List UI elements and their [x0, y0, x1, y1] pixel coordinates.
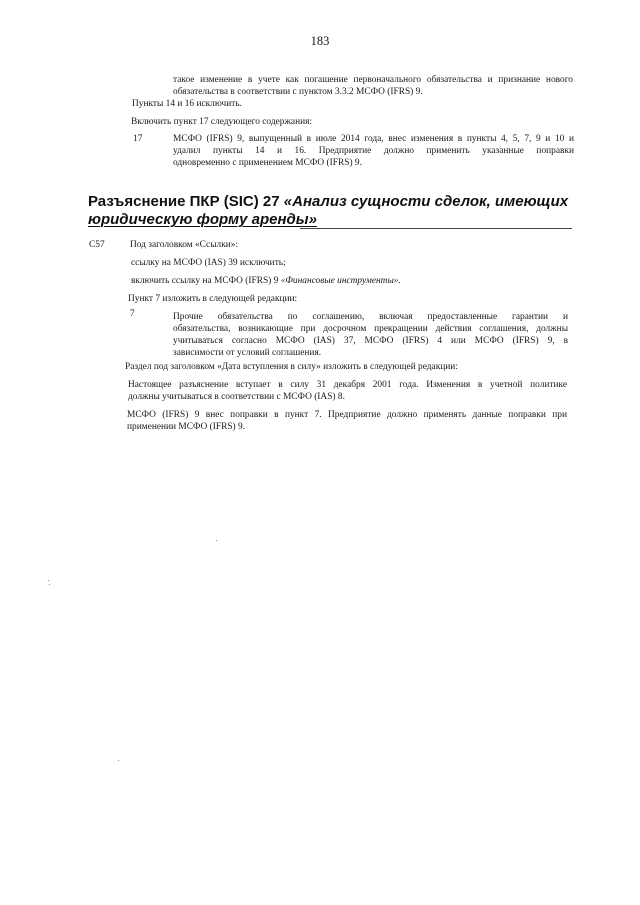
para7-line-2: обязательства, возникающие при досрочном прекращении действия соглашения, должны: [173, 324, 568, 334]
references-heading: Под заголовком «Ссылки»:: [130, 240, 239, 250]
effective-2-line-1: МСФО (IFRS) 9 внес поправки в пункт 7. Предприятие должно применять данные поправки при: [127, 410, 567, 420]
intro-line-1: такое изменение в учете как погашение первоначального обязательства и признание нового: [173, 75, 573, 85]
remove-reference: ссылку на МСФО (IAS) 39 исключить;: [131, 258, 286, 268]
section-heading: [88, 193, 568, 229]
effective-date-intro: Раздел под заголовком «Дата вступления в силу» изложить в следующей редакции:: [125, 362, 458, 372]
para17-number: 17: [133, 134, 143, 144]
para17-line-1: МСФО (IFRS) 9, выпущенный в июле 2014 года, внес изменения в пункты 4, 5, 7, 9 и 10 и: [173, 134, 574, 144]
para17-line-2: удалил пункты 14 и 16. Предприятие должно применить указанные поправки: [173, 146, 574, 156]
heading-code: Разъяснение ПКР (SIC) 27: [88, 193, 280, 210]
effective-2-line-2: применении МСФО (IFRS) 9.: [127, 422, 246, 432]
scan-speck: [49, 584, 50, 585]
add-reference-prefix: включить ссылку на МСФО (IFRS) 9: [131, 276, 281, 286]
scan-speck: [216, 540, 217, 541]
scan-speck: [118, 760, 119, 761]
heading-rule: [300, 228, 572, 229]
heading-title-part-2: юридическую форму аренды»: [88, 211, 317, 228]
add-reference-title: «Финансовые инструменты».: [280, 276, 401, 286]
include-paragraph-text: Включить пункт 17 следующего содержания:: [131, 117, 313, 127]
intro-line-2: обязательства в соответствии с пунктом 3.3.2 МСФО (IFRS) 9.: [173, 87, 423, 97]
scan-speck: [48, 580, 49, 581]
effective-1-line-1: Настоящее разъяснение вступает в силу 31 декабря 2001 года. Изменения в учетной политике: [128, 380, 567, 390]
para7-line-4: зависимости от условий соглашения.: [173, 348, 322, 358]
para7-line-1: Прочие обязательства по соглашению, включая предоставленные гарантии и: [173, 312, 568, 322]
heading-line-1: [88, 193, 568, 211]
para17-line-3: одновременно с применением МСФО (IFRS) 9.: [173, 158, 362, 168]
page-number: 183: [310, 34, 330, 48]
add-reference: [131, 276, 401, 287]
para7-line-3: учитываться согласно МСФО (IAS) 37, МСФО (IFRS) 4 или МСФО (IFRS) 9, в: [173, 336, 568, 346]
remove-paragraphs-text: Пункты 14 и 16 исключить.: [132, 99, 242, 109]
heading-title-part-1: «Анализ сущности сделок, имеющих: [283, 193, 569, 210]
c57-label: С57: [89, 240, 105, 250]
effective-1-line-2: должны учитываться в соответствии с МСФО (IAS) 8.: [128, 392, 345, 402]
para7-number: 7: [130, 309, 135, 319]
para7-intro: Пункт 7 изложить в следующей редакции:: [128, 294, 298, 304]
